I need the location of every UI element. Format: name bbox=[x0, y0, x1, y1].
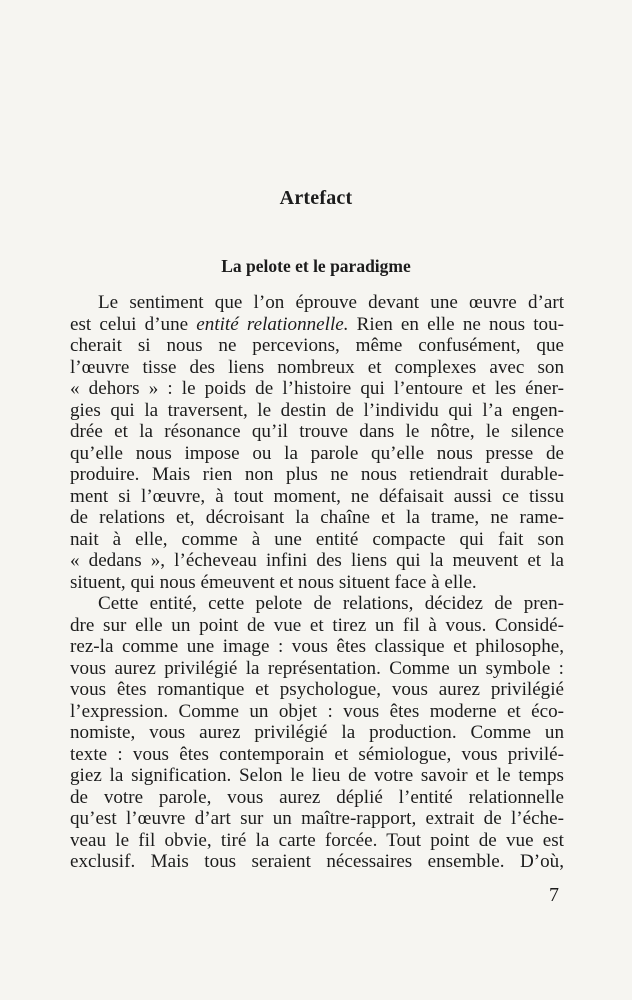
text-line: giez la signification. Selon le lieu de votre savoir et le temps bbox=[70, 765, 564, 786]
text-line: Cette entité, cette pelote de relations, décidez de pren- bbox=[98, 593, 564, 614]
paragraph-1 bbox=[70, 292, 564, 593]
text-line: exclusif. Mais tous seraient nécessaires ensemble. D’où, bbox=[70, 851, 564, 872]
text-line: texte : vous êtes contemporain et sémiologue, vous privilé- bbox=[70, 743, 564, 765]
body-text bbox=[70, 292, 564, 873]
text-line: vous aurez privilégié la représentation. Comme un symbole : bbox=[70, 657, 564, 679]
text-line: situent, qui nous émeuvent et nous situent face à elle. bbox=[70, 571, 477, 593]
section-title: La pelote et le paradigme bbox=[221, 256, 411, 276]
text-line: de relations et, décroisant la chaîne et la trame, ne rame- bbox=[70, 507, 564, 528]
text-line: qu’elle nous impose ou la parole qu’elle nous presse de bbox=[70, 442, 564, 464]
text-line: dre sur elle un point de vue et tirez un fil à vous. Considé- bbox=[70, 614, 564, 636]
text-line: gies qui la traversent, le destin de l’individu qui l’a engen- bbox=[70, 399, 564, 421]
chapter-title: Artefact bbox=[279, 187, 353, 209]
text-line: l’œuvre tisse des liens nombreux et complexes avec son bbox=[70, 356, 564, 378]
text-line: nomiste, vous aurez privilégié la production. Comme un bbox=[70, 722, 564, 743]
text-line: drée et la résonance qu’il trouve dans le nôtre, le silence bbox=[70, 421, 564, 442]
paragraph-2 bbox=[70, 593, 564, 873]
text-line-end: Rien en elle ne nous tou- bbox=[348, 313, 564, 335]
text-line: vous êtes romantique et psychologue, vous aurez privilégié bbox=[70, 679, 564, 700]
text-line: « dehors » : le poids de l’histoire qui l’entoure et les éner- bbox=[70, 378, 564, 399]
text-line: de votre parole, vous aurez déplié l’entité relationnelle bbox=[70, 786, 564, 808]
text-line: l’expression. Comme un objet : vous êtes moderne et éco- bbox=[70, 700, 564, 722]
page-number: 7 bbox=[549, 884, 559, 906]
text-line: produire. Mais rien non plus ne nous retiendrait durable- bbox=[70, 464, 564, 485]
text-line: ment si l’œuvre, à tout moment, ne défaisait aussi ce tissu bbox=[70, 485, 564, 507]
italic-term: entité relationnelle. bbox=[196, 313, 349, 335]
text-line-start: est celui d’une bbox=[70, 313, 197, 335]
text-line bbox=[70, 314, 564, 336]
text-line: cherait si nous ne percevions, même confusément, que bbox=[70, 335, 564, 356]
text-line: nait à elle, comme à une entité compacte qui fait son bbox=[70, 528, 564, 550]
text-line: qu’est l’œuvre d’art sur un maître-rapport, extrait de l’éche- bbox=[70, 808, 564, 829]
text-line: « dedans », l’écheveau infini des liens qui la meuvent et la bbox=[70, 550, 564, 571]
text-line: rez-la comme une image : vous êtes classique et philosophe, bbox=[70, 636, 564, 657]
text-line: veau le fil obvie, tiré la carte forcée. Tout point de vue est bbox=[70, 829, 564, 851]
text-line: Le sentiment que l’on éprouve devant une œuvre d’art bbox=[98, 292, 564, 313]
